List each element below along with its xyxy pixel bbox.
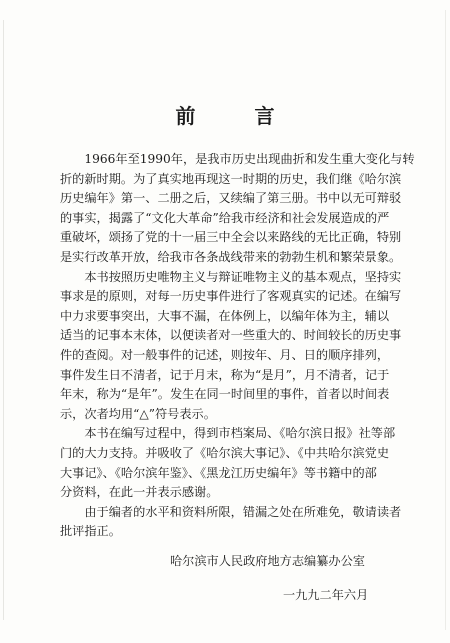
text-line: 件的查阅。对一般事件的记述，则按年、月、日的顺序排列， (60, 347, 390, 362)
text-line: 历史编年》第一、二册之后，又续编了第三册。书中以无可辩驳 (60, 191, 402, 206)
paragraph (60, 424, 394, 502)
text-line: 的事实，揭露了“文化大革命”给我市经济和社会发展造成的严 (60, 210, 390, 225)
text-line: 是实行改革开放，给我市各条战线带来的勃勃生机和繁荣景象。 (60, 249, 402, 264)
text-line: 事求是的原则，对每一历史事件进行了客观真实的记述。在编写 (60, 289, 402, 304)
text-line: 事件发生日不清者，记于月末，称为“是月”，月不清者，记于 (60, 367, 390, 382)
text-line: 折的新时期。为了真实地再现这一时期的历史，我们继《哈尔滨 (60, 171, 402, 186)
paragraph (60, 268, 402, 425)
text-line: 大事记》、《哈尔滨年鉴》、《黑龙江历史编年》等书籍中的部 (60, 465, 377, 480)
text-line: 分资料，在此一并表示感谢。 (60, 485, 219, 500)
text-line: 1966年至1990年，是我市历史出现曲折和发生重大变化与转 (60, 152, 415, 166)
paragraph (60, 150, 415, 268)
text-line: 门的大力支持。并吸收了《哈尔滨大事记》、《中共哈尔滨党史 (60, 445, 390, 460)
author-signature: 哈尔滨市人民政府地方志编纂办公室 (170, 554, 365, 568)
text-line: 适当的记事本末体，以便读者对一些重大的、时间较长的历史事 (60, 328, 402, 343)
preface-body (60, 150, 415, 542)
text-line: 年末，称为“是年”。发生在同一时间里的事件，首者以时间表 (60, 387, 390, 402)
date-line: 一九九二年六月 (283, 588, 369, 602)
text-line: 由于编者的水平和资料所限，错漏之处在所难免，敬请读者 (60, 504, 402, 519)
text-line: 本书按照历史唯物主义与辩证唯物主义的基本观点，坚持实 (60, 269, 402, 284)
text-line: 重破坏，颂扬了党的十一届三中全会以来路线的无比正确，特别 (60, 230, 402, 245)
text-line: 中力求要事突出，大事不漏，在体例上，以编年体为主，辅以 (60, 308, 390, 323)
text-line: 批评指正。 (60, 524, 121, 539)
text-line: 示，次者均用“△”符号表示。 (60, 406, 216, 421)
text-line: 本书在编写过程中，得到市档案局、《哈尔滨日报》社等部 (60, 426, 396, 441)
paragraph (60, 503, 402, 542)
page-title: 前 言 (175, 104, 301, 128)
